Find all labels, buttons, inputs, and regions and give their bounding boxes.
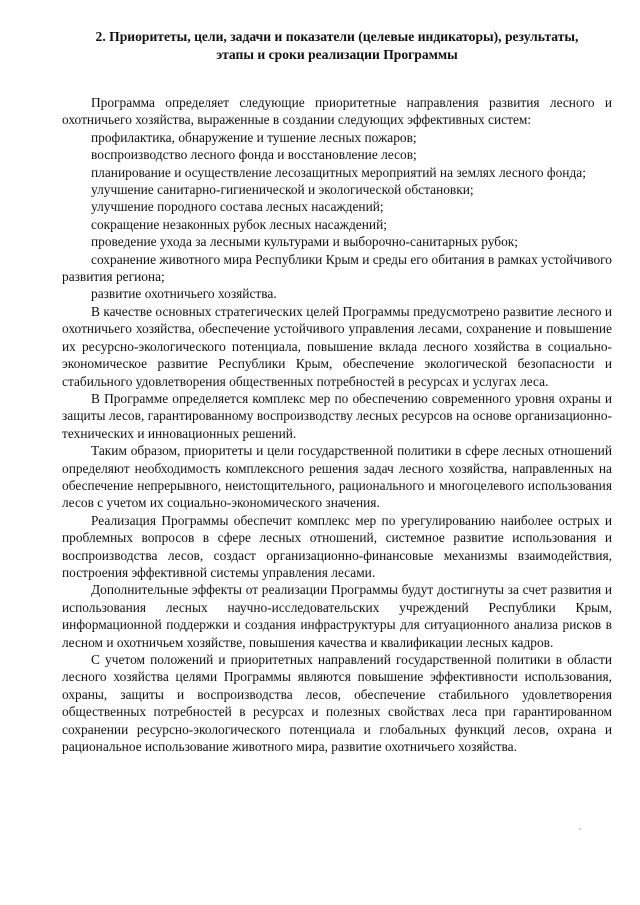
- section-heading-line-2: этапы и сроки реализации Программы: [216, 47, 458, 62]
- priority-directions-list: [62, 129, 612, 303]
- section-heading-line-1: 2. Приоритеты, цели, задачи и показатели (целевые индикаторы), результаты,: [95, 29, 579, 44]
- intro-paragraph: Программа определяет следующие приоритетные направления развития лесного и охотничьего хозяйства, выраженные в создании следующих эффективных систем:: [62, 95, 612, 128]
- list-item: развитие охотничьего хозяйства.: [91, 286, 277, 302]
- implementation-paragraph: Реализация Программы обеспечит комплекс мер по урегулированию наиболее острых и проблемных вопросов в сфере лесных отношений, системное развитие использования и воспроизводства лесов, создаст организационно-финансовые механизмы взаимодействия, построения эффективной системы управления лесами.: [62, 512, 612, 580]
- state-policy-paragraph: Таким образом, приоритеты и цели государственной политики в сфере лесных отношений определяют необходимость комплексного решения задач лесного хозяйства, направленных на обеспечение непрерывного, неистощительного, рационального и многоцелевого использования лесов с учетом их социально-экономического значения.: [62, 443, 612, 511]
- additional-effects-paragraph: Дополнительные эффекты от реализации Программы будут достигнуты за счет развития и использования лесных научно-исследовательских учреждений Республики Крым, информационной поддержки и создания инфраструктуры для ситуационного анализа рисков в лесном и охотничьем хозяйстве, повышения качества и квалификации лесных кадров.: [62, 582, 612, 650]
- list-item: планирование и осуществление лесозащитных мероприятий на землях лесного фонда;: [91, 164, 586, 180]
- measures-paragraph: В Программе определяется комплекс мер по обеспечению современного уровня охраны и защиты лесов, гарантированному воспроизводству лесных ресурсов на основе организационно-технических и инновационных решений.: [62, 390, 612, 441]
- list-item: улучшение санитарно-гигиенической и экологической обстановки;: [91, 182, 474, 198]
- program-goals-paragraph: С учетом положений и приоритетных направлений государственной политики в области лесного хозяйства целями Программы являются повышение эффективности использования, охраны, защиты и воспроизводства лесов, обеспечение стабильного удовлетворения общественных потребностей в ресурсах и полезных свойствах леса при гарантированном сохранении ресурсно-экологического потенциала и глобальных функций лесов, охрана и рациональное использование животного мира, развитие охотничьего хозяйства.: [62, 652, 612, 755]
- list-item: проведение ухода за лесными культурами и выборочно-санитарных рубок;: [91, 234, 519, 250]
- scan-speck: [579, 828, 581, 830]
- list-item: сокращение незаконных рубок лесных насаждений;: [91, 216, 387, 232]
- strategic-goals-paragraph: В качестве основных стратегических целей Программы предусмотрено развитие лесного и охотничьего хозяйства, обеспечение устойчивого управления лесами, сохранение и повышение их ресурсно-экологического потенциала, повышение вклада лесного хозяйства в социально-экономическое развитие Республики Крым, обеспечение экологической безопасности и стабильного удовлетворения общественных потребностей в ресурсах и услугах леса.: [62, 303, 612, 389]
- list-item: сохранение животного мира Республики Крым и среды его обитания в рамках устойчивого развития региона;: [62, 251, 612, 285]
- list-item: улучшение породного состава лесных насаждений;: [91, 199, 384, 215]
- document-page: [62, 28, 612, 755]
- section-heading: [62, 28, 612, 64]
- list-item: профилактика, обнаружение и тушение лесных пожаров;: [91, 129, 417, 145]
- list-item: воспроизводство лесного фонда и восстановление лесов;: [91, 147, 417, 163]
